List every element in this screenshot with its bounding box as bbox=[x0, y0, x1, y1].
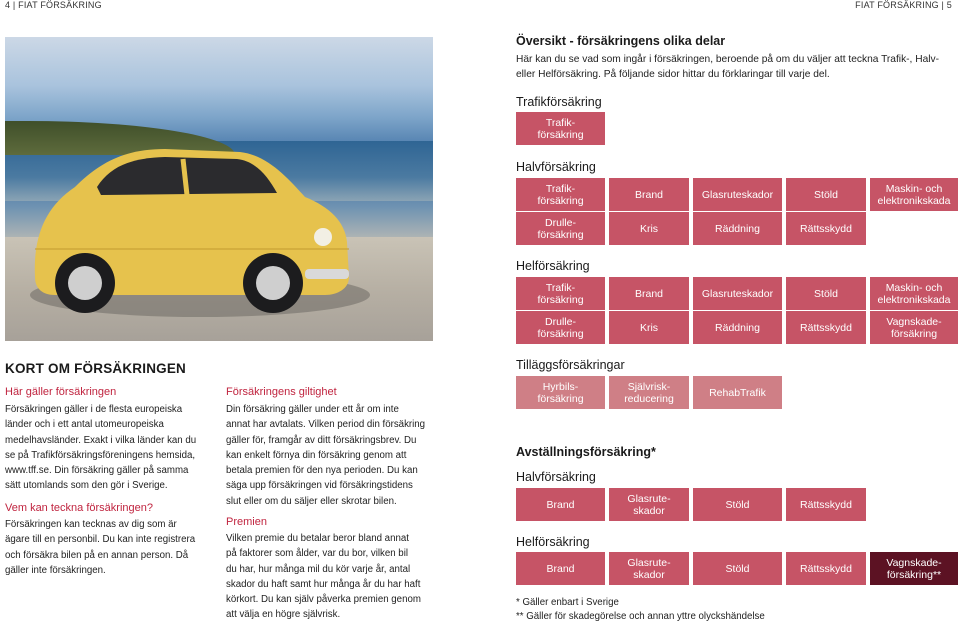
hel-box-vagnskade: Vagnskade- försäkring bbox=[870, 311, 958, 344]
halv-box-drulle: Drulle- försäkring bbox=[516, 212, 605, 245]
kort-s3-text: Din försäkring gäller under ett år om inte annat har avtalats. Vilken period din försäkring gäller för, framgår av ditt försäkringsbrev. Du kan enkelt förnya din försäkring genom att betala premien för den nya perioden. Du kan säga upp försäkringen vid försäkringstidens slut eller om du säljer eller skrotar bilen. bbox=[226, 404, 426, 507]
hel-box-drulle: Drulle- försäkring bbox=[516, 311, 605, 344]
halv-box-stold: Stöld bbox=[786, 178, 866, 211]
page-header-right: FIAT FÖRSÄKRING | 5 bbox=[855, 0, 952, 10]
kort-s1-text: Försäkringen gäller i de flesta europeiska länder och i ett antal utomeuropeiska medelhavsländer. Exakt i vilka länder kan du se på Trafikförsäkringsföreningens hemsida, www.tff.se. Din försäkring gäller på samma sätt utomlands som den gör i Sverige. bbox=[5, 404, 197, 492]
hel-box-raddning: Räddning bbox=[693, 311, 782, 344]
kort-s4-title: Premien bbox=[226, 516, 267, 528]
halv-box-raddning: Räddning bbox=[693, 212, 782, 245]
avstallning-halv-heading: Halvförsäkring bbox=[516, 470, 596, 484]
hel-box-rattsskydd: Rättsskydd bbox=[786, 311, 866, 344]
halv-box-brand: Brand bbox=[609, 178, 689, 211]
halv-box-glasruteskador: Glasruteskador bbox=[693, 178, 782, 211]
avstallning-heading: Avställningsförsäkring* bbox=[516, 445, 656, 459]
avst-hel-box-rattsskydd: Rättsskydd bbox=[786, 552, 866, 585]
kort-s3-title: Försäkringens giltighet bbox=[226, 386, 337, 398]
tillagg-heading: Tilläggsförsäkringar bbox=[516, 358, 625, 372]
avst-hel-box-stold: Stöld bbox=[693, 552, 782, 585]
avst-halv-box-brand: Brand bbox=[516, 488, 605, 521]
avst-hel-box-glasrute: Glasrute- skador bbox=[609, 552, 689, 585]
kort-s4-text: Vilken premie du betalar beror bland annat på faktorer som ålder, var du bor, vilken bil du har, hur många mil du kör varje år, antal skador du haft samt hur många år du har haft körkort. Du kan själv påverka premien genom att välja en högre självrisk. bbox=[226, 533, 421, 621]
trafik-box-trafik: Trafik- försäkring bbox=[516, 112, 605, 145]
halv-box-maskin: Maskin- och elektronikskada bbox=[870, 178, 958, 211]
halv-heading: Halvförsäkring bbox=[516, 160, 596, 174]
hel-heading: Helförsäkring bbox=[516, 259, 590, 273]
tillagg-box-rehabtrafik: RehabTrafik bbox=[693, 376, 782, 409]
page-header-left: 4 | FIAT FÖRSÄKRING bbox=[5, 0, 102, 10]
tillagg-box-sjalvrisk: Självrisk- reducering bbox=[609, 376, 689, 409]
trafik-heading: Trafikförsäkring bbox=[516, 95, 602, 109]
hel-box-glasruteskador: Glasruteskador bbox=[693, 277, 782, 310]
avst-hel-box-vagnskade: Vagnskade- försäkring** bbox=[870, 552, 958, 585]
avst-hel-box-brand: Brand bbox=[516, 552, 605, 585]
hel-box-brand: Brand bbox=[609, 277, 689, 310]
footnote-2: ** Gäller för skadegörelse och annan yttre olyckshändelse bbox=[516, 611, 765, 622]
avst-halv-box-rattsskydd: Rättsskydd bbox=[786, 488, 866, 521]
yellow-car-illustration bbox=[5, 37, 433, 341]
hel-box-maskin: Maskin- och elektronikskada bbox=[870, 277, 958, 310]
overview-text: Här kan du se vad som ingår i försäkringen, beroende på om du väljer att teckna Trafik-, Halv- eller Helförsäkring. På följande sidor hittar du förklaringar till varje del. bbox=[516, 54, 939, 80]
tillagg-box-hyrbil: Hyrbils- försäkring bbox=[516, 376, 605, 409]
kort-s2-title: Vem kan teckna försäkringen? bbox=[5, 502, 153, 514]
hel-box-trafik: Trafik- försäkring bbox=[516, 277, 605, 310]
halv-box-kris: Kris bbox=[609, 212, 689, 245]
kort-s1-title: Här gäller försäkringen bbox=[5, 386, 117, 398]
avst-halv-box-glasrute: Glasrute- skador bbox=[609, 488, 689, 521]
avstallning-hel-heading: Helförsäkring bbox=[516, 535, 590, 549]
car-photo bbox=[5, 37, 433, 341]
hel-box-kris: Kris bbox=[609, 311, 689, 344]
kort-title: KORT OM FÖRSÄKRINGEN bbox=[5, 361, 186, 376]
hel-box-stold: Stöld bbox=[786, 277, 866, 310]
footnote-1: * Gäller enbart i Sverige bbox=[516, 597, 619, 608]
halv-box-trafik: Trafik- försäkring bbox=[516, 178, 605, 211]
halv-box-rattsskydd: Rättsskydd bbox=[786, 212, 866, 245]
kort-s2-text: Försäkringen kan tecknas av dig som är ägare till en personbil. Du kan inte registrera och försäkra bilen på en annan person. Då gäller inte försäkringen. bbox=[5, 519, 196, 576]
avst-halv-box-stold: Stöld bbox=[693, 488, 782, 521]
overview-title: Översikt - försäkringens olika delar bbox=[516, 34, 726, 48]
